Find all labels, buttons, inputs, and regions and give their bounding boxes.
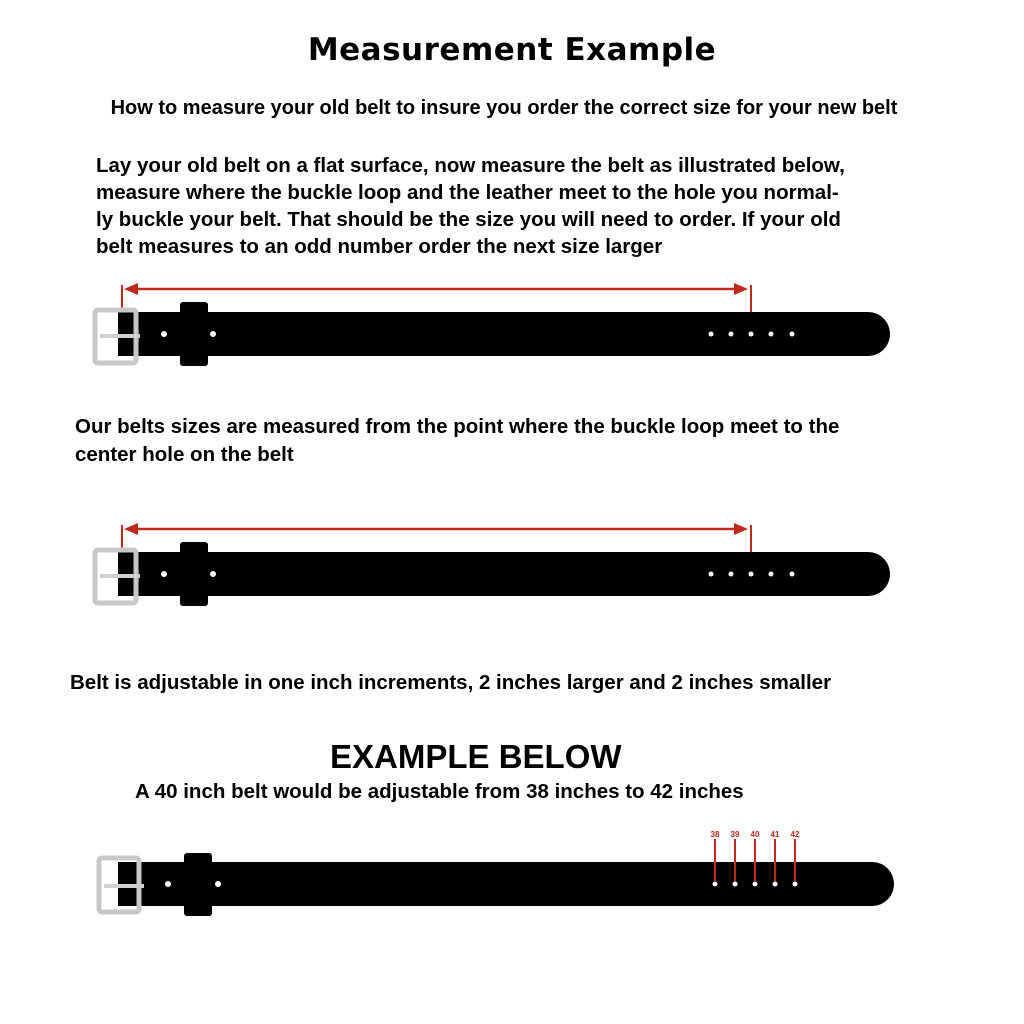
- belt-hole: [769, 572, 774, 577]
- measure-arrowhead-right: [734, 523, 748, 535]
- belt-hole: [729, 572, 734, 577]
- belt-hole: [713, 882, 718, 887]
- instructions-paragraph: [96, 152, 845, 260]
- instructions-line: ly buckle your belt. That should be the size you will need to order. If your old: [96, 208, 841, 231]
- belt-illustration-measure-old: [0, 280, 1024, 380]
- sizing-note-line: center hole on the belt: [75, 443, 294, 466]
- instructions-line: Lay your old belt on a flat surface, now measure the belt as illustrated below,: [96, 154, 845, 177]
- size-label: 41: [770, 830, 780, 839]
- page-subtitle: How to measure your old belt to insure you order the correct size for your new belt: [110, 97, 898, 119]
- size-label: 42: [790, 830, 800, 839]
- belt-hole: [729, 332, 734, 337]
- sizing-note-line: Our belts sizes are measured from the point where the buckle loop meet to the: [75, 415, 840, 438]
- belt-hole: [790, 572, 795, 577]
- belt-strap: [118, 862, 894, 906]
- buckle-end-hole: [210, 331, 216, 337]
- belt-keeper-loop: [184, 853, 212, 916]
- size-label: 38: [710, 830, 720, 839]
- example-heading: EXAMPLE BELOW: [330, 738, 622, 775]
- measure-arrowhead-left: [124, 283, 138, 295]
- instructions-line: measure where the buckle loop and the leather meet to the hole you normal-: [96, 181, 839, 204]
- belt-hole: [709, 332, 714, 337]
- instructions-line: belt measures to an odd number order the next size larger: [96, 235, 663, 258]
- buckle-end-hole: [165, 881, 171, 887]
- buckle-end-hole: [161, 571, 167, 577]
- belt-hole: [790, 332, 795, 337]
- belt-hole: [749, 572, 754, 577]
- page-title: Measurement Example: [307, 32, 717, 68]
- belt-hole: [733, 882, 738, 887]
- belt-illustration-example: [0, 826, 1024, 926]
- belt-illustration-our-sizing: [0, 520, 1024, 620]
- sizing-note: [75, 413, 839, 469]
- buckle-end-hole: [161, 331, 167, 337]
- belt-hole: [753, 882, 758, 887]
- belt-strap: [118, 552, 890, 596]
- belt-keeper-loop: [180, 302, 208, 366]
- size-label: 40: [750, 830, 760, 839]
- belt-strap: [118, 312, 890, 356]
- belt-keeper-loop: [180, 542, 208, 606]
- belt-hole: [709, 572, 714, 577]
- buckle-end-hole: [215, 881, 221, 887]
- belt-hole: [773, 882, 778, 887]
- belt-hole: [749, 332, 754, 337]
- buckle-end-hole: [210, 571, 216, 577]
- belt-hole: [769, 332, 774, 337]
- example-description: A 40 inch belt would be adjustable from 38 inches to 42 inches: [135, 780, 744, 803]
- measure-arrowhead-left: [124, 523, 138, 535]
- adjustability-note: Belt is adjustable in one inch increments, 2 inches larger and 2 inches smaller: [70, 671, 832, 694]
- belt-hole: [793, 882, 798, 887]
- size-label: 39: [730, 830, 740, 839]
- measure-arrowhead-right: [734, 283, 748, 295]
